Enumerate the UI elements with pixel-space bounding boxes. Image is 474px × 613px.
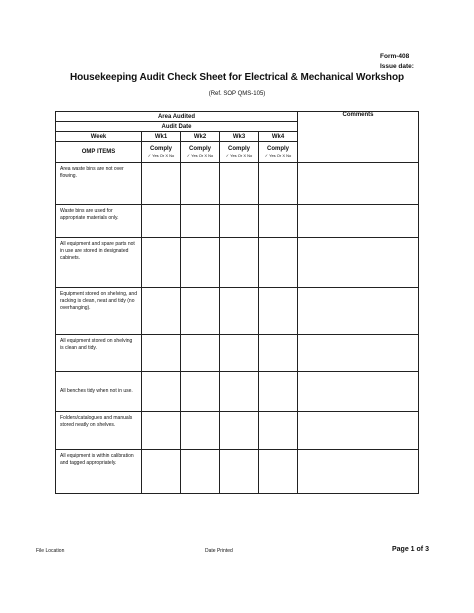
week-2-header: Wk2	[181, 132, 220, 142]
item-label: All benches tidy when not in use.	[56, 372, 142, 412]
check-cell-wk4[interactable]	[259, 238, 298, 288]
table-row	[56, 205, 419, 238]
check-cell-wk2[interactable]	[181, 163, 220, 205]
item-label: Folders/catalogues and manuals stored neatly on shelves.	[56, 412, 142, 450]
comments-header: Comments	[298, 112, 419, 163]
table-row	[56, 288, 419, 335]
week-4-header: Wk4	[259, 132, 298, 142]
issue-date: Issue date:	[380, 63, 414, 70]
table-row	[56, 372, 419, 412]
check-cell-wk1[interactable]	[142, 288, 181, 335]
file-location-label: File Location	[36, 548, 65, 554]
check-cell-wk1[interactable]	[142, 163, 181, 205]
comply-hint: ✓ Yes Or X No	[225, 153, 253, 158]
check-cell-wk4[interactable]	[259, 450, 298, 494]
check-cell-wk2[interactable]	[181, 238, 220, 288]
check-cell-wk1[interactable]	[142, 372, 181, 412]
table-row	[56, 450, 419, 494]
check-cell-wk3[interactable]	[220, 288, 259, 335]
comply-cell-wk2	[181, 142, 220, 163]
check-cell-wk3[interactable]	[220, 335, 259, 372]
comment-cell[interactable]	[298, 372, 419, 412]
item-label: Equipment stored on shelving, and racking is clean, neat and tidy (no overhanging).	[56, 288, 142, 335]
page-number: Page 1 of 3	[392, 546, 429, 553]
comply-hint: ✓ Yes Or X No	[186, 153, 214, 158]
comply-label: Comply	[227, 146, 250, 152]
comply-label: Comply	[188, 146, 211, 152]
comply-label: Comply	[149, 146, 172, 152]
comply-label: Comply	[266, 146, 289, 152]
check-cell-wk2[interactable]	[181, 412, 220, 450]
check-cell-wk3[interactable]	[220, 238, 259, 288]
audit-date-label: Audit Date	[56, 122, 298, 132]
check-cell-wk2[interactable]	[181, 450, 220, 494]
check-cell-wk1[interactable]	[142, 205, 181, 238]
omp-items-header: OMP ITEMS	[56, 142, 142, 163]
table-row	[56, 412, 419, 450]
table-row	[56, 335, 419, 372]
comply-cell-wk4	[259, 142, 298, 163]
check-cell-wk1[interactable]	[142, 335, 181, 372]
comment-cell[interactable]	[298, 163, 419, 205]
check-cell-wk2[interactable]	[181, 205, 220, 238]
comment-cell[interactable]	[298, 288, 419, 335]
sop-reference: (Ref. SOP QMS-105)	[208, 91, 266, 97]
comment-cell[interactable]	[298, 412, 419, 450]
check-cell-wk3[interactable]	[220, 205, 259, 238]
item-label: Area waste bins are not over flowing.	[56, 163, 142, 205]
check-cell-wk4[interactable]	[259, 163, 298, 205]
comment-cell[interactable]	[298, 238, 419, 288]
audit-table	[55, 111, 419, 494]
check-cell-wk4[interactable]	[259, 412, 298, 450]
comment-cell[interactable]	[298, 205, 419, 238]
item-label: All equipment and spare parts not in use are stored in designated cabinets.	[56, 238, 142, 288]
check-cell-wk2[interactable]	[181, 335, 220, 372]
table-row	[56, 163, 419, 205]
check-cell-wk3[interactable]	[220, 450, 259, 494]
item-label: All equipment stored on shelving is clean and tidy.	[56, 335, 142, 372]
check-cell-wk3[interactable]	[220, 412, 259, 450]
check-cell-wk4[interactable]	[259, 335, 298, 372]
check-cell-wk4[interactable]	[259, 372, 298, 412]
document-title: Housekeeping Audit Check Sheet for Electrical & Mechanical Workshop	[70, 72, 404, 83]
check-cell-wk1[interactable]	[142, 238, 181, 288]
check-cell-wk1[interactable]	[142, 412, 181, 450]
check-cell-wk3[interactable]	[220, 372, 259, 412]
comply-cell-wk1	[142, 142, 181, 163]
item-label: Waste bins are used for appropriate materials only.	[56, 205, 142, 238]
comply-hint: ✓ Yes Or X No	[147, 153, 175, 158]
week-1-header: Wk1	[142, 132, 181, 142]
check-cell-wk4[interactable]	[259, 205, 298, 238]
comply-cell-wk3	[220, 142, 259, 163]
check-cell-wk4[interactable]	[259, 288, 298, 335]
week-label: Week	[56, 132, 142, 142]
date-printed-label: Date Printed	[205, 548, 233, 554]
check-cell-wk3[interactable]	[220, 163, 259, 205]
form-meta	[380, 52, 414, 72]
check-cell-wk1[interactable]	[142, 450, 181, 494]
week-3-header: Wk3	[220, 132, 259, 142]
comply-hint: ✓ Yes Or X No	[264, 153, 292, 158]
comment-cell[interactable]	[298, 335, 419, 372]
comment-cell[interactable]	[298, 450, 419, 494]
check-cell-wk2[interactable]	[181, 372, 220, 412]
check-cell-wk2[interactable]	[181, 288, 220, 335]
item-label: All equipment is within calibration and tagged appropriately.	[56, 450, 142, 494]
area-audited-row	[56, 112, 419, 122]
form-number: Form-408	[380, 53, 410, 60]
area-audited-label: Area Audited	[56, 112, 298, 122]
table-row	[56, 238, 419, 288]
